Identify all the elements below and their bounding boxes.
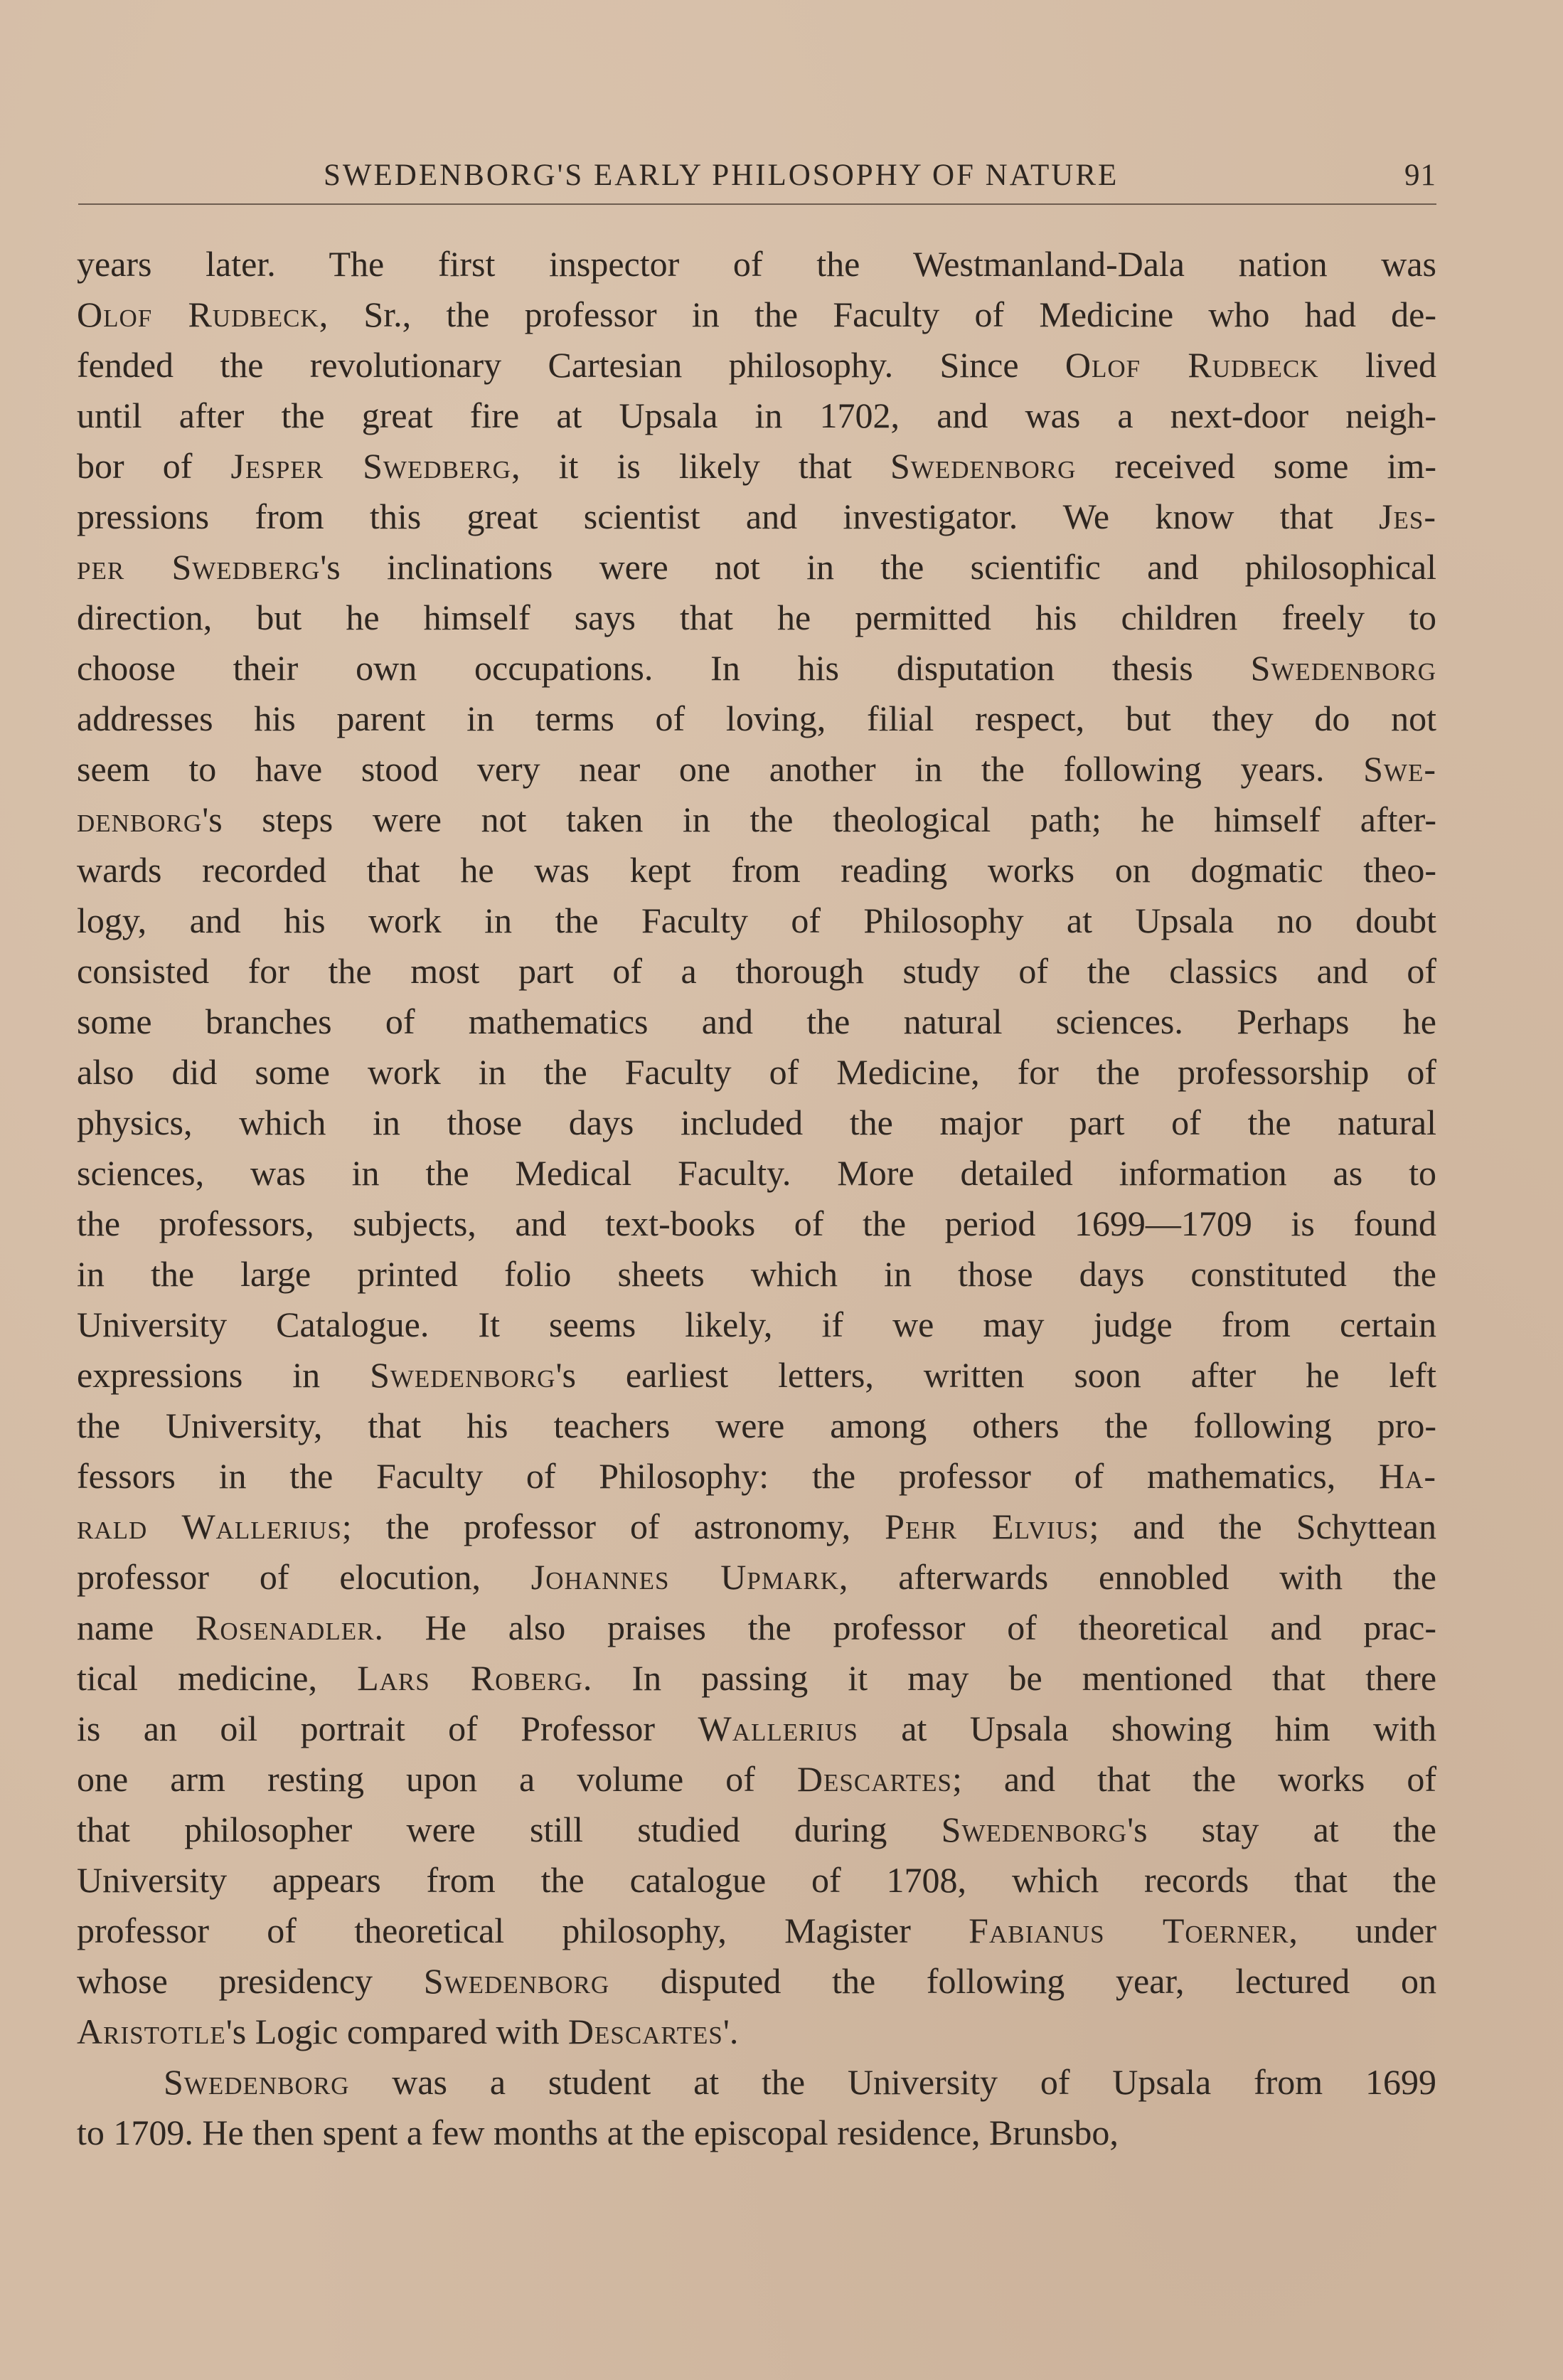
text-run: sciences, was in the Medical Faculty. More detailed information as to bbox=[77, 1153, 1436, 1193]
small-caps-name: Pehr Elvius bbox=[885, 1507, 1089, 1546]
text-run: at Upsala showing him with bbox=[858, 1709, 1436, 1748]
text-line bbox=[77, 593, 1436, 643]
text-run: , it is likely that bbox=[511, 446, 890, 486]
text-run: ; and the Schyttean bbox=[1089, 1507, 1436, 1546]
text-line bbox=[77, 391, 1436, 441]
text-run: that philosopher were still studied during bbox=[77, 1810, 941, 1849]
text-line bbox=[77, 1502, 1436, 1552]
text-line bbox=[77, 1098, 1436, 1148]
text-run: disputed the following year, lectured on bbox=[609, 1961, 1436, 2001]
text-run: , under bbox=[1289, 1911, 1437, 1950]
text-line bbox=[77, 1653, 1436, 1704]
text-run: lived bbox=[1318, 345, 1436, 385]
text-run: expressions in bbox=[77, 1355, 370, 1395]
text-line bbox=[77, 340, 1436, 391]
small-caps-name: Descartes bbox=[567, 2012, 723, 2051]
small-caps-name: per Swedberg bbox=[77, 547, 321, 587]
text-line bbox=[77, 1754, 1436, 1805]
text-line bbox=[77, 492, 1436, 542]
text-run: name bbox=[77, 1608, 196, 1647]
text-run: was a student at the University of Upsala from 1699 bbox=[349, 2062, 1436, 2102]
text-run: the University, that his teachers were among others the following pro- bbox=[77, 1406, 1436, 1445]
text-run: one arm resting upon a volume of bbox=[77, 1759, 797, 1799]
small-caps-name: Swedenborg bbox=[1250, 648, 1436, 688]
text-run: , afterwards ennobled with the bbox=[838, 1557, 1436, 1597]
text-line bbox=[77, 1805, 1436, 1855]
text-run: University appears from the catalogue of 1708, which records that the bbox=[77, 1860, 1436, 1900]
text-line bbox=[77, 2108, 1436, 2158]
text-line bbox=[77, 946, 1436, 997]
text-run: direction, but he himself says that he permitted his children freely to bbox=[77, 597, 1436, 637]
small-caps-name: Jes- bbox=[1379, 496, 1436, 536]
small-caps-name: Swe- bbox=[1363, 749, 1436, 789]
text-run: professor of elocution, bbox=[77, 1557, 531, 1597]
text-run: '. bbox=[722, 2012, 739, 2051]
text-run: the professors, subjects, and text-books of the period 1699—1709 is found bbox=[77, 1204, 1436, 1243]
text-run: consisted for the most part of a thorough study of the classics and of bbox=[77, 951, 1436, 991]
text-run: 's stay at the bbox=[1127, 1810, 1436, 1849]
text-run: wards recorded that he was kept from reading works on dogmatic theo- bbox=[77, 850, 1436, 890]
text-run: physics, which in those days included the major part of the natural bbox=[77, 1103, 1436, 1142]
text-run: some branches of mathematics and the natural sciences. Perhaps he bbox=[77, 1002, 1436, 1041]
small-caps-name: rald Wallerius bbox=[77, 1507, 342, 1546]
text-run: seem to have stood very near one another in the following years. bbox=[77, 749, 1364, 789]
text-run: Sr., the professor in the Faculty of Medicine who had de- bbox=[329, 294, 1437, 334]
text-line bbox=[77, 1047, 1436, 1098]
text-line bbox=[77, 2057, 1436, 2108]
text-run: ; and that the works of bbox=[951, 1759, 1436, 1799]
text-line bbox=[77, 1401, 1436, 1451]
text-line bbox=[77, 542, 1436, 593]
text-line bbox=[77, 1350, 1436, 1401]
small-caps-name: Olof Rudbeck bbox=[1065, 345, 1319, 385]
text-line bbox=[77, 1906, 1436, 1956]
text-run: 's inclinations were not in the scientific and philosophical bbox=[320, 547, 1436, 587]
text-line bbox=[77, 744, 1436, 795]
small-caps-name: Descartes bbox=[796, 1759, 952, 1799]
text-line bbox=[77, 289, 1436, 340]
small-caps-name: Jesper Swedberg bbox=[230, 446, 511, 486]
text-line bbox=[77, 1704, 1436, 1754]
small-caps-name: Olof Rudbeck, bbox=[77, 294, 329, 334]
text-run: also did some work in the Faculty of Medicine, for the professorship of bbox=[77, 1052, 1436, 1092]
small-caps-name: Swedenborg bbox=[941, 1810, 1128, 1849]
text-run: logy, and his work in the Faculty of Philosophy at Upsala no doubt bbox=[77, 901, 1436, 940]
text-line bbox=[77, 896, 1436, 946]
text-run: . In passing it may be mentioned that there bbox=[582, 1658, 1437, 1698]
text-run: until after the great fire at Upsala in 1702, and was a next-door neigh- bbox=[77, 395, 1436, 435]
text-run: to 1709. He then spent a few months at the episcopal residence, Brunsbo, bbox=[77, 2113, 1119, 2152]
text-run: whose presidency bbox=[77, 1961, 424, 2001]
text-line bbox=[77, 1855, 1436, 1906]
text-line bbox=[77, 1148, 1436, 1199]
small-caps-name: Rosenadler bbox=[196, 1608, 375, 1647]
text-line bbox=[77, 441, 1436, 492]
text-line bbox=[77, 997, 1436, 1047]
page-number: 91 bbox=[1404, 159, 1436, 192]
text-run: years later. The first inspector of the Westmanland-Dala nation was bbox=[77, 244, 1436, 284]
small-caps-name: Ha- bbox=[1378, 1456, 1436, 1496]
text-run: . He also praises the professor of theoretical and prac- bbox=[374, 1608, 1437, 1647]
text-run: addresses his parent in terms of loving, filial respect, but they do not bbox=[77, 698, 1436, 738]
text-line bbox=[77, 1199, 1436, 1249]
body-text bbox=[77, 239, 1436, 2323]
text-run: tical medicine, bbox=[77, 1658, 358, 1698]
small-caps-name: Swedenborg bbox=[164, 2062, 350, 2102]
text-run: 's Logic compared with bbox=[225, 2012, 568, 2051]
text-run: 's steps were not taken in the theological path; he himself after- bbox=[202, 799, 1436, 839]
small-caps-name: Swedenborg bbox=[370, 1355, 556, 1395]
running-head-title: SWEDENBORG'S EARLY PHILOSOPHY OF NATURE bbox=[324, 159, 1119, 192]
text-line bbox=[77, 795, 1436, 845]
text-line bbox=[77, 1552, 1436, 1603]
text-run: professor of theoretical philosophy, Magister bbox=[77, 1911, 969, 1950]
text-line bbox=[77, 643, 1436, 694]
small-caps-name: Swedenborg bbox=[890, 446, 1077, 486]
small-caps-name: Aristotle bbox=[77, 2012, 226, 2051]
small-caps-name: Johannes Upmark bbox=[530, 1557, 839, 1597]
text-run: bor of bbox=[77, 446, 231, 486]
text-run: pressions from this great scientist and investigator. We know that bbox=[77, 496, 1380, 536]
text-line bbox=[77, 845, 1436, 896]
text-run: choose their own occupations. In his disputation thesis bbox=[77, 648, 1251, 688]
text-line bbox=[77, 1451, 1436, 1502]
text-run: 's earliest letters, written soon after he left bbox=[555, 1355, 1436, 1395]
small-caps-name: Swedenborg bbox=[423, 1961, 610, 2001]
small-caps-name: Wallerius bbox=[698, 1709, 858, 1748]
text-run: ; the professor of astronomy, bbox=[341, 1507, 885, 1546]
text-run: is an oil portrait of Professor bbox=[77, 1709, 698, 1748]
text-line bbox=[77, 694, 1436, 744]
small-caps-name: Lars Roberg bbox=[357, 1658, 583, 1698]
text-line bbox=[77, 1300, 1436, 1350]
text-run: in the large printed folio sheets which in those days constituted the bbox=[77, 1254, 1436, 1294]
text-line bbox=[77, 1956, 1436, 2007]
text-run: received some im- bbox=[1076, 446, 1436, 486]
header-rule bbox=[78, 203, 1436, 205]
text-line bbox=[77, 1249, 1436, 1300]
text-line bbox=[77, 1603, 1436, 1653]
text-run: fessors in the Faculty of Philosophy: the professor of mathematics, bbox=[77, 1456, 1379, 1496]
running-head bbox=[78, 158, 1436, 201]
text-run: University Catalogue. It seems likely, if we may judge from certain bbox=[77, 1305, 1436, 1344]
text-line bbox=[77, 2007, 1436, 2057]
text-line bbox=[77, 239, 1436, 289]
text-run: fended the revolutionary Cartesian philosophy. Since bbox=[77, 345, 1065, 385]
small-caps-name: denborg bbox=[77, 799, 203, 839]
small-caps-name: Fabianus Toerner bbox=[969, 1911, 1289, 1950]
